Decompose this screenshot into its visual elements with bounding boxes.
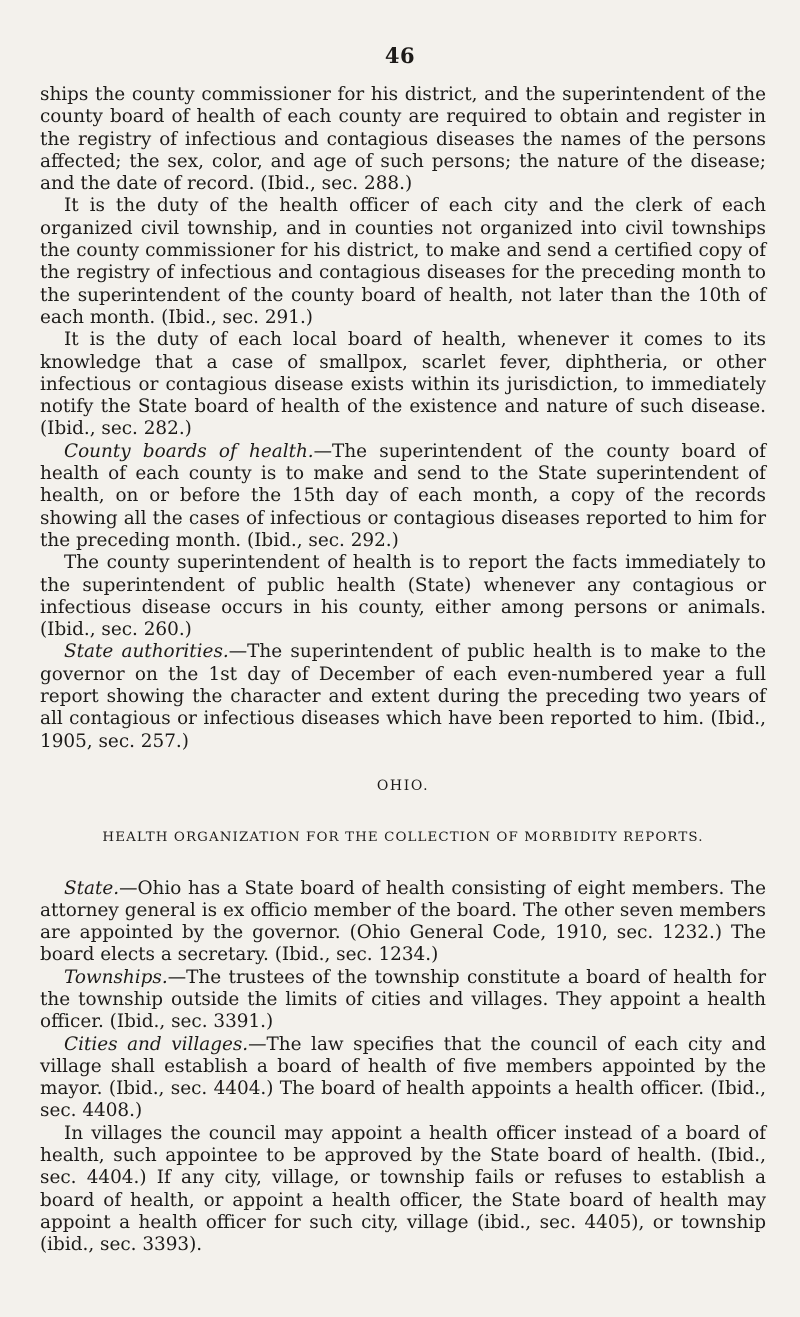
paragraph-text: It is the duty of each local board of health, whenever it comes to its knowledge that a case of smallpox, scarlet fever, diphtheria, or other infectious or contagious disease exists within its jurisdiction, to immediately notify the State board of health of the existence and nature of such disease. (Ibid., sec. 282.) [40, 329, 766, 440]
paragraph-text: —Ohio has a State board of health consisting of eight members. The attorney general is ex officio member of the board. The other seven members are appointed by the governor. (Ohio General Code, 1910, sec. 1232.) The board elects a secretary. (Ibid., sec. 1234.) [40, 877, 766, 966]
paragraph-lead: Cities and villages. [64, 1033, 249, 1055]
paragraph-text: —The law specifies that the council of each city and village shall establish a board of health of five members appointed by the mayor. (Ibid., sec. 4404.) The board of health appoints a health officer. (Ibid., sec. 4408.) [40, 1033, 766, 1122]
paragraph-county-boards [40, 441, 766, 552]
paragraph-text: The county superintendent of health is to report the facts immediately to the superintendent of public health (State) whenever any contagious or infectious disease occurs in his county, either among persons or animals. (Ibid., sec. 260.) [40, 552, 766, 641]
paragraph-text: In villages the council may appoint a health officer instead of a board of health, such appointee to be approved by the State board of health. (Ibid., sec. 4404.) If any city, village, or township fails or refuses to establish a board of health, or appoint a health officer, the State board of health may appoint a health officer for such city, village (ibid., sec. 4405), or township (ibid., sec. 3393). [40, 1122, 766, 1256]
paragraph-lead: Townships. [64, 966, 168, 988]
paragraph-lead: State authorities. [64, 641, 229, 663]
paragraph-ohio-townships [40, 967, 766, 1034]
paragraph-state-authorities [40, 641, 766, 752]
paragraph-text: —The trustees of the township constitute a board of health for the township outside the limits of cities and villages. They appoint a health officer. (Ibid., sec. 3391.) [40, 966, 766, 1033]
paragraph-continued-registry [40, 84, 766, 195]
body-text [40, 84, 766, 1257]
page-number: 46 [384, 43, 416, 68]
paragraph-county-superintendent [40, 552, 766, 641]
paragraph-ohio-village-health-officer [40, 1123, 766, 1257]
paragraph-lead: State. [64, 877, 120, 899]
paragraph-text: —The superintendent of the county board of health of each county is to make and send to the State superintendent of health, on or before the 15th day of each month, a copy of the records showing all the cases of infectious or contagious diseases reported to him for the preceding month. (Ibid., sec. 292.) [40, 440, 766, 551]
paragraph-text: —The superintendent of public health is to make to the governor on the 1st day of December of each even-numbered year a full report showing the character and extent during the preceding two years of all contagious or infectious diseases which have been reported to him. (Ibid., 1905, sec. 257.) [40, 641, 766, 752]
paragraph-text: It is the duty of the health officer of each city and the clerk of each organized civil township, and in counties not organized into civil townships the county commissioner for his district, to make and send a certified copy of the registry of infectious and contagious diseases for the preceding month to the superintendent of the county board of health, not later than the 10th of each month. (Ibid., sec. 291.) [40, 195, 766, 328]
paragraph-duty-local-board [40, 329, 766, 440]
section-heading: HEALTH ORGANIZATION FOR THE COLLECTION OF MORBIDITY REPORTS. [102, 830, 704, 846]
state-heading: OHIO. [376, 777, 430, 794]
paragraph-ohio-state [40, 878, 766, 967]
paragraph-ohio-cities-villages [40, 1034, 766, 1123]
paragraph-text: ships the county commissioner for his district, and the superintendent of the county board of health of each county are required to obtain and register in the registry of infectious and contagious diseases the names of the persons affected; the sex, color, and age of such persons; the nature of the disease; and the date of record. (Ibid., sec. 288.) [40, 84, 766, 195]
paragraph-lead: County boards of health. [64, 440, 314, 462]
paragraph-duty-health-officer [40, 195, 766, 329]
